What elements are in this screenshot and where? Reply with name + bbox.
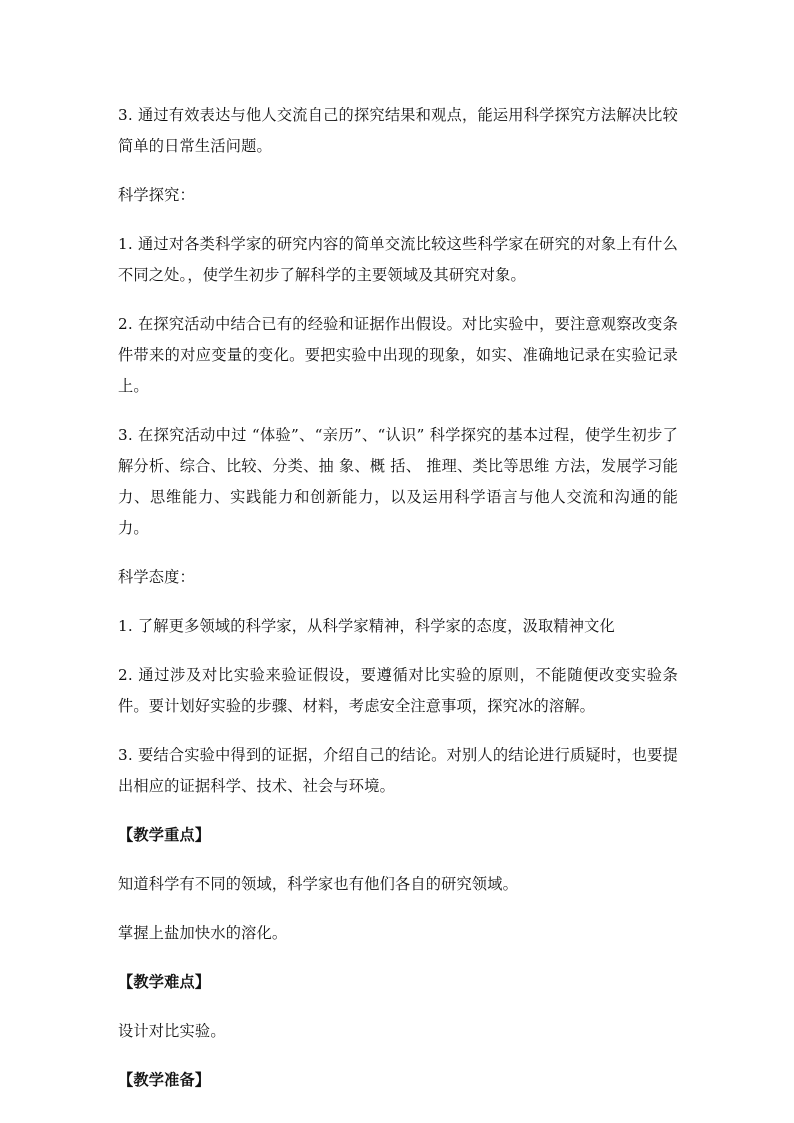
difficulty-item-1: 设计对比实验。 [118,1022,226,1040]
inquiry-item-1: 1. 通过对各类科学家的研究内容的简单交流比较这些科学家在研究的对象上有什么不同之处。，使学生初步了解科学的主要领域及其研究对象。 [118,235,678,284]
objective-3-communication: 3. 通过有效表达与他人交流自己的探究结果和观点，能运用科学探究方法解决比较简单的日常生活问题。 [118,106,678,155]
inquiry-item-2: 2. 在探究活动中结合已有的经验和证据作出假设。对比实验中，要注意观察改变条件带来的对应变量的变化。要把实验中出现的现象，如实、准确地记录在实验记录上。 [118,315,678,395]
attitude-item-3: 3. 要结合实验中得到的证据，介绍自己的结论。对别人的结论进行质疑时，也要提出相应的证据科学、技术、社会与环境。 [118,746,678,795]
heading-teaching-difficulty: 【教学难点】 [118,973,211,991]
attitude-item-2: 2. 通过涉及对比实验来验证假设，要遵循对比实验的原则，不能随便改变实验条件。要计划好实验的步骤、材料，考虑安全注意事项，探究冰的溶解。 [118,666,678,715]
focus-item-2: 掌握上盐加快水的溶化。 [118,924,288,942]
section-label-science-attitude: 科学态度： [118,568,195,586]
heading-teaching-focus: 【教学重点】 [118,826,211,844]
focus-item-1: 知道科学有不同的领域，科学家也有他们各自的研究领域。 [118,875,519,893]
attitude-item-1: 1. 了解更多领域的科学家，从科学家精神，科学家的态度，汲取精神文化 [118,617,615,635]
section-label-science-inquiry: 科学探究： [118,186,195,204]
heading-teaching-preparation: 【教学准备】 [118,1071,211,1089]
inquiry-item-3: 3. 在探究活动中过 “体验”、“亲历”、“认识” 科学探究的基本过程，使学生初步了解分析、综合、比较、分类、抽 象、概 括、 推理、类比等思维 方法，发展学习能力、思维能力、实践能力和创新能力，以及运用科学语言与他人交流和沟通的能力。 [118,426,678,537]
